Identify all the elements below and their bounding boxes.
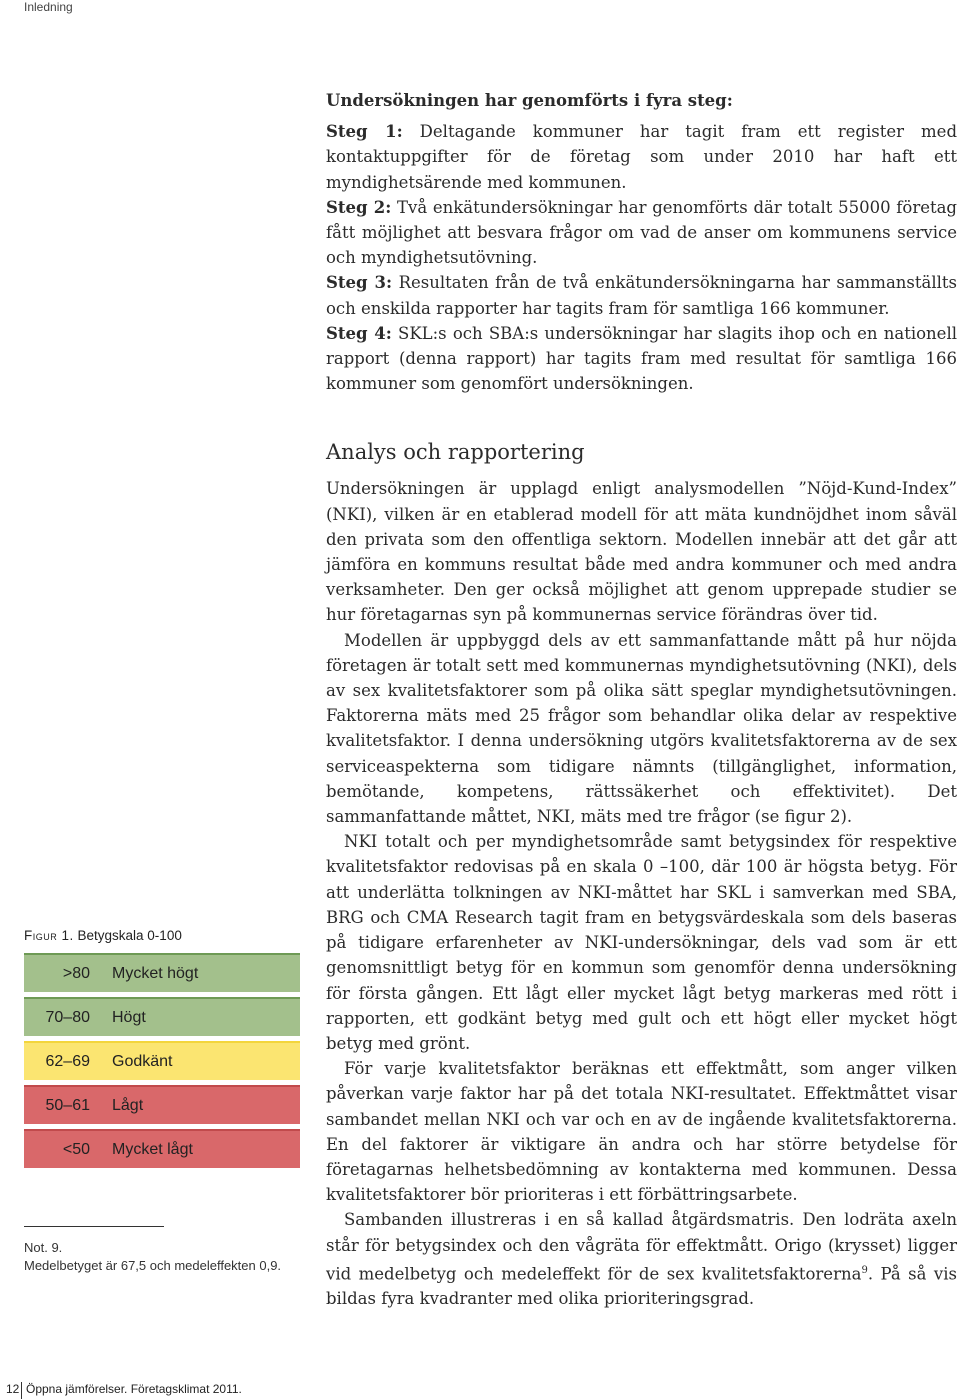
body-text: . På så vis bildas fyra kvadranter med olika prioriteringsgrad. bbox=[326, 1264, 957, 1309]
grade-scale-figure bbox=[24, 928, 300, 1275]
scale-label: Mycket högt bbox=[112, 964, 199, 982]
footer-divider bbox=[21, 1382, 22, 1399]
body-text: Sambanden illustreras i en så kallad åtgärdsmatris. Den lodräta axeln står för betygsindex och den vågräta för effektmått. Origo (krysset) ligger vid medelbetyg och medeleffekt för de sex kvalitetsfaktorerna bbox=[326, 1210, 957, 1284]
figure-title: Betygskala 0-100 bbox=[73, 928, 182, 943]
scale-range: 62–69 bbox=[45, 1052, 90, 1070]
footnote bbox=[24, 1239, 300, 1275]
step-4 bbox=[326, 321, 957, 397]
step-label: Steg 4: bbox=[326, 323, 392, 343]
scale-range: 50–61 bbox=[45, 1096, 90, 1114]
body-paragraph bbox=[326, 1207, 957, 1311]
scale-range: <50 bbox=[62, 1140, 90, 1158]
scale-rows bbox=[24, 953, 300, 1168]
body-paragraph: För varje kvalitetsfaktor beräknas ett effektmått, som anger vilken påverkan varje faktor har på det totala NKI-resultatet. Effektmåttet visar sambandet mellan NKI och var och en av de ingående kvalitetsfaktorerna. En del faktorer är viktigare än andra och har större betydelse för företagarnas helhetsbedömning av kontakterna med kommunen. Dessa kvalitetsfaktorer bör prioriteras i ett förbättringsarbete. bbox=[326, 1059, 957, 1205]
figure-label: Figur 1. bbox=[24, 928, 74, 943]
page-number: 12 bbox=[6, 1382, 20, 1396]
scale-label: Mycket lågt bbox=[112, 1140, 193, 1158]
main-column bbox=[326, 88, 957, 1312]
scale-label: Lågt bbox=[112, 1096, 144, 1114]
footnote-divider bbox=[24, 1226, 164, 1227]
scale-row bbox=[24, 1085, 300, 1124]
scale-row bbox=[24, 997, 300, 1036]
footnote-text: Medelbetyget är 67,5 och medeleffekten 0,9. bbox=[24, 1258, 282, 1273]
step-text: Två enkätundersökningar har genomförts där totalt 55000 företag fått möjlighet att besvara frågor om vad de anser om kommunens service och myndighetsutövning. bbox=[326, 197, 957, 268]
scale-label: Högt bbox=[112, 1008, 146, 1026]
body-paragraph: Modellen är uppbyggd dels av ett sammanfattande mått på hur nöjda företagen är totalt sett med kommunernas myndighetsutövning (NKI), dels av sex kvalitetsfaktorer som på olika sätt speglar myndighetsutövningen. Faktorerna mäts med 25 frågor som behandlar olika delar av respektive kvalitetsfaktor. I denna undersökning utgörs kvalitetsfaktorerna av de sex serviceaspekterna som tidigare nämnts (tillgänglighet, information, bemötande, kompetens, rättssäkerhet och effektivitet). Det sammanfattande måttet, NKI, mäts med tre frågor (se figur 2). bbox=[326, 630, 957, 827]
scale-label: Godkänt bbox=[112, 1052, 173, 1070]
body-paragraph: NKI totalt och per myndighetsområde samt betygsindex för respektive kvalitetsfaktor redovisas på en skala 0 –100, där 100 är högsta betyg. För att underlätta tolkningen av NKI-måttet har SKL i samverkan med SBA, BRG och CMA Research tagit fram en betygsvärdeskala som dels baseras på tidigare erfarenheter av NKI-undersökningar, dels vad som är ett genomsnittligt betyg för en kommun som genomför denna undersökning för första gången. Ett lågt eller mycket lågt betyg markeras med rött i rapporten, ett godkänt betyg med gult och ett högt eller mycket högt betyg med grönt. bbox=[326, 832, 957, 1053]
step-2 bbox=[326, 195, 957, 271]
scale-row bbox=[24, 1041, 300, 1080]
step-3 bbox=[326, 270, 957, 320]
step-text: Deltagande kommuner har tagit fram ett register med kontaktuppgifter för de företag som under 2010 har haft ett myndighetsärende med kommunen. bbox=[326, 122, 958, 192]
step-1 bbox=[326, 119, 957, 195]
section-heading: Analys och rapportering bbox=[326, 440, 585, 465]
step-text: SKL:s och SBA:s undersökningar har slagits ihop och en nationell rapport (denna rapport) har tagits fram med resultat för samtliga 166 kommuner som genomfört undersökningen. bbox=[326, 323, 957, 394]
footnote-ref[interactable]: 9 bbox=[861, 1264, 868, 1276]
publication-title: Öppna jämförelser. Företagsklimat 2011. bbox=[26, 1382, 242, 1396]
running-header: Inledning bbox=[24, 0, 73, 14]
scale-row bbox=[24, 1129, 300, 1168]
intro-heading: Undersökningen har genomförts i fyra steg: bbox=[326, 91, 733, 110]
step-label: Steg 1: bbox=[326, 122, 403, 142]
step-label: Steg 2: bbox=[326, 197, 392, 217]
step-label: Steg 3: bbox=[326, 273, 393, 293]
step-text: Resultaten från de två enkätundersökningarna har sammanställts och enskilda rapporter har tagits fram för samtliga 166 kommuner. bbox=[326, 273, 957, 318]
page-footer bbox=[0, 1382, 960, 1399]
scale-row bbox=[24, 953, 300, 992]
scale-range: >80 bbox=[62, 964, 90, 982]
footnote-label: Not. 9. bbox=[24, 1240, 63, 1255]
figure-caption bbox=[24, 928, 300, 943]
body-paragraph: Undersökningen är upplagd enligt analysmodellen ”Nöjd-Kund-Index” (NKI), vilken är en etablerad modell för att mäta kundnöjdhet inom såväl den privata som den offentliga sektorn. Modellen innebär att det går att jämföra en kommuns resultat både med andra kommuner och med andra verksamheter. Den ger också möjlighet att genom upprepade studier se hur företagarnas syn på kommunernas service förändras över tid. bbox=[326, 479, 957, 625]
scale-range: 70–80 bbox=[45, 1008, 90, 1026]
